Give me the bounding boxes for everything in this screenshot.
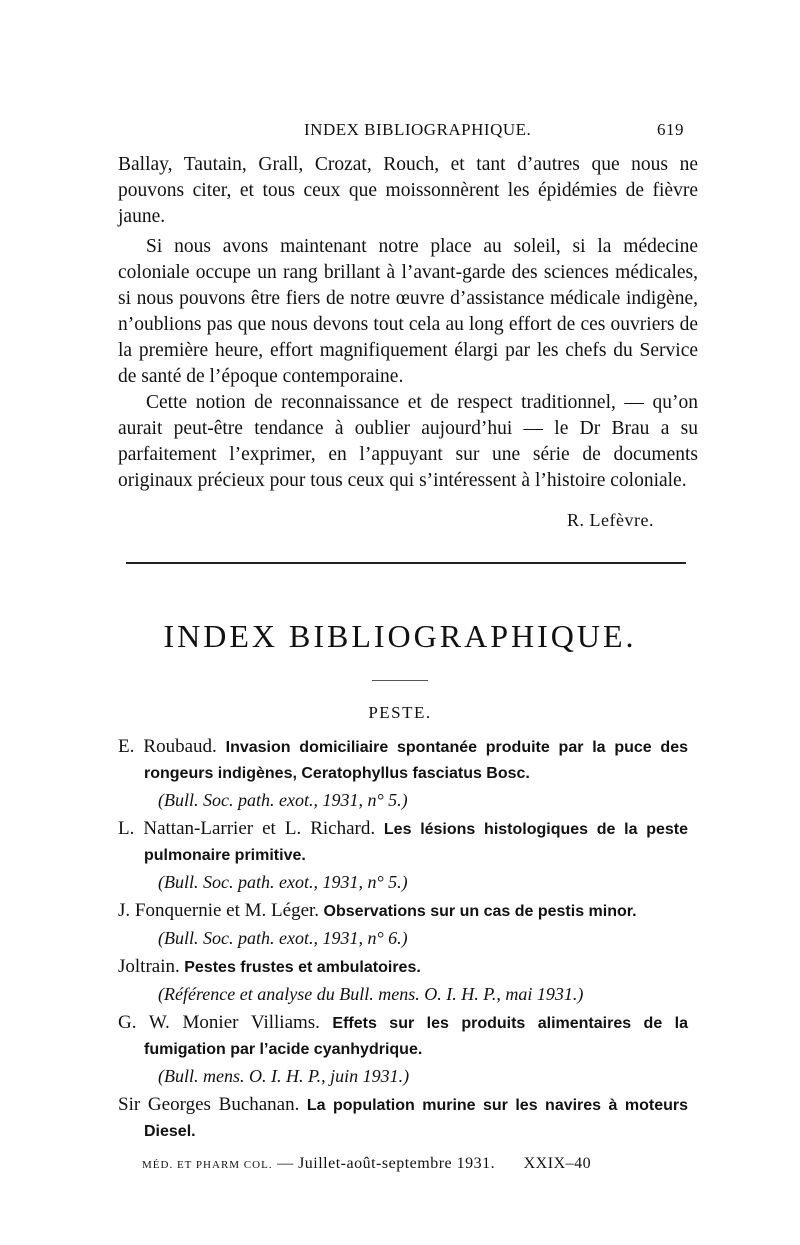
bibliography-entry	[118, 816, 688, 894]
entry-author: L. Nattan-Larrier et L. Richard.	[118, 818, 376, 839]
title-underline	[372, 680, 428, 681]
paragraph-2: Si nous avons maintenant notre place au soleil, si la médecine coloniale occupe un rang brillant à l’avant-garde des sciences médicales, si nous pouvons être fiers de notre œuvre d’assistance médicale indigène, n’oublions pas que nous devons tout cela au long effort de ces ouvriers de la première heure, effort magnifiquement élargi par les chefs du Service de santé de l’époque contemporaine.	[118, 236, 698, 387]
entry-author: G. W. Monier Villiams.	[118, 1012, 320, 1033]
entry-author: Joltrain.	[118, 956, 180, 977]
entry-reference: (Bull. Soc. path. exot., 1931, n° 5.)	[158, 872, 408, 892]
running-head	[118, 120, 684, 144]
paragraph-1: Ballay, Tautain, Grall, Crozat, Rouch, et tant d’autres que nous ne pouvons citer, et tous ceux que moissonnèrent les épidémies de fièvre jaune.	[118, 154, 698, 227]
entry-title: Invasion domiciliaire spontanée produite par la puce des rongeurs indigènes, Ceratophyllus fasciatus Bosc.	[144, 739, 689, 782]
entry-title: Pestes frustes et ambulatoires.	[184, 959, 421, 976]
section-divider	[126, 562, 686, 564]
paragraph-1-block	[118, 152, 698, 230]
page-footer	[142, 1155, 591, 1173]
signature: R. Lefèvre.	[567, 510, 654, 530]
entry-author: J. Fonquernie et M. Léger.	[118, 900, 320, 921]
entry-reference: (Bull. Soc. path. exot., 1931, n° 6.)	[158, 928, 408, 948]
bibliography-entry	[118, 954, 688, 1006]
footer-date: — Juillet-août-septembre 1931.	[277, 1155, 496, 1172]
entry-title: Effets sur les produits alimentaires de la fumigation par l’acide cyanhydrique.	[144, 1015, 689, 1058]
entry-author: E. Roubaud.	[118, 736, 217, 757]
entry-title: Les lésions histologiques de la peste pulmonaire primitive.	[144, 821, 689, 864]
bibliography-list	[118, 734, 688, 1144]
footer-journal: MÉD. ET PHARM COL.	[142, 1159, 273, 1171]
entry-title: Observations sur un cas de pestis minor.	[323, 903, 637, 920]
bibliography-entry	[118, 898, 688, 950]
paragraph-2-block	[118, 234, 698, 494]
section-heading: PESTE.	[368, 703, 432, 722]
running-head-title: INDEX BIBLIOGRAPHIQUE.	[304, 120, 532, 139]
index-title: INDEX BIBLIOGRAPHIQUE.	[163, 618, 637, 654]
footer-volume: XXIX–40	[523, 1155, 592, 1172]
bibliography-entry	[118, 1010, 688, 1088]
bibliography-entry	[118, 1092, 688, 1144]
entry-author: Sir Georges Buchanan.	[118, 1094, 300, 1115]
entry-reference: (Bull. mens. O. I. H. P., juin 1931.)	[158, 1066, 410, 1086]
entry-reference: (Référence et analyse du Bull. mens. O. I. H. P., mai 1931.)	[158, 984, 584, 1004]
entry-reference: (Bull. Soc. path. exot., 1931, n° 5.)	[158, 790, 408, 810]
bibliography-entry	[118, 734, 688, 812]
paragraph-3: Cette notion de reconnaissance et de respect traditionnel, — qu’on aurait peut-être tendance à oublier aujourd’hui — le Dr Brau a su parfaitement l’exprimer, en l’appuyant sur une série de documents originaux précieux pour tous ceux qui s’intéressent à l’histoire coloniale.	[118, 392, 698, 491]
page-number: 619	[657, 120, 684, 139]
entry-title: La population murine sur les navires à moteurs Diesel.	[144, 1097, 689, 1140]
